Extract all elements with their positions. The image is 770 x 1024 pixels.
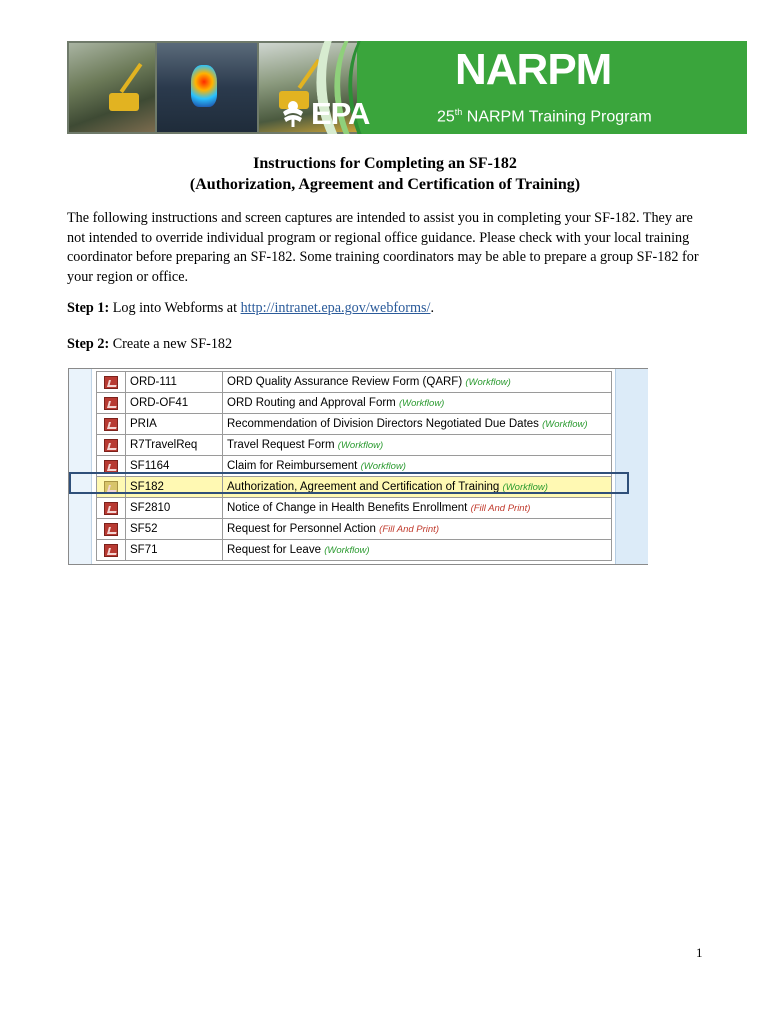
form-name-cell[interactable] [223, 456, 612, 477]
form-edit-icon[interactable] [104, 439, 118, 452]
webforms-screenshot [68, 368, 648, 565]
step-2-label: Step 2: [67, 336, 110, 352]
epa-logo-text: EPA [311, 96, 370, 131]
form-icon-cell[interactable] [97, 498, 126, 519]
form-edit-icon[interactable] [104, 523, 118, 536]
forms-table [96, 371, 612, 561]
page-number: 1 [696, 945, 703, 960]
form-edit-icon[interactable] [104, 418, 118, 431]
epa-logo [279, 97, 369, 131]
form-edit-icon[interactable] [104, 397, 118, 410]
form-name[interactable]: ORD Quality Assurance Review Form (QARF) [227, 376, 463, 388]
form-row[interactable] [97, 456, 612, 477]
form-name-cell[interactable] [223, 393, 612, 414]
form-type-tag: (Workflow) [502, 482, 548, 493]
form-icon-cell[interactable] [97, 540, 126, 561]
form-name[interactable]: Recommendation of Division Directors Negotiated Due Dates [227, 418, 539, 430]
step-1-label: Step 1: [67, 300, 110, 316]
form-name-cell[interactable] [223, 540, 612, 561]
form-row[interactable] [97, 372, 612, 393]
form-name-cell[interactable] [223, 477, 612, 498]
form-type-tag: (Workflow) [398, 398, 445, 409]
form-edit-icon[interactable] [104, 544, 118, 557]
banner-subtitle: 25th NARPM Training Program [437, 107, 652, 126]
form-name-cell[interactable] [223, 519, 612, 540]
form-code[interactable]: R7TravelReq [126, 435, 223, 456]
form-name-cell[interactable] [223, 498, 612, 519]
form-name[interactable]: Authorization, Agreement and Certification of Training [227, 481, 500, 493]
form-name-cell[interactable] [223, 414, 612, 435]
form-code[interactable]: ORD-OF41 [126, 393, 223, 414]
form-code[interactable]: SF182 [126, 477, 223, 498]
form-code[interactable]: ORD-111 [126, 372, 223, 393]
form-edit-icon[interactable] [104, 481, 118, 494]
title-line-2: (Authorization, Agreement and Certification of Training) [189, 176, 581, 193]
form-type-tag: (Workflow) [542, 419, 588, 430]
form-row[interactable] [97, 519, 612, 540]
form-code[interactable]: SF52 [126, 519, 223, 540]
screenshot-scrollbar[interactable] [615, 369, 648, 564]
form-code[interactable]: PRIA [126, 414, 223, 435]
step-2: Step 2: Create a new SF-182 [67, 336, 233, 352]
banner-title: NARPM [455, 45, 612, 94]
form-edit-icon[interactable] [104, 376, 118, 389]
form-row[interactable] [97, 498, 612, 519]
form-name[interactable]: ORD Routing and Approval Form [227, 397, 396, 409]
form-icon-cell[interactable] [97, 435, 126, 456]
form-row[interactable] [97, 540, 612, 561]
form-icon-cell[interactable] [97, 519, 126, 540]
form-row[interactable] [97, 477, 612, 498]
form-edit-icon[interactable] [104, 502, 118, 515]
form-type-tag: (Workflow) [360, 461, 406, 472]
form-icon-cell[interactable] [97, 372, 126, 393]
form-icon-cell[interactable] [97, 414, 126, 435]
narpm-banner [67, 41, 747, 134]
form-row[interactable] [97, 414, 612, 435]
form-code[interactable]: SF1164 [126, 456, 223, 477]
step-1: Step 1: Log into Webforms at http://intranet.epa.gov/webforms/. [67, 300, 435, 316]
form-icon-cell[interactable] [97, 456, 126, 477]
form-name[interactable]: Claim for Reimbursement [227, 460, 358, 472]
site-photo [69, 43, 155, 132]
form-type-tag: (Fill And Print) [470, 503, 531, 514]
form-name-cell[interactable] [223, 372, 612, 393]
form-type-tag: (Workflow) [337, 440, 384, 451]
form-name[interactable]: Request for Leave [227, 544, 321, 556]
form-code[interactable]: SF71 [126, 540, 223, 561]
form-type-tag: (Fill And Print) [379, 524, 439, 535]
form-name[interactable]: Request for Personnel Action [227, 523, 376, 535]
heatmap-photo [157, 43, 257, 132]
form-icon-cell[interactable] [97, 393, 126, 414]
webforms-link[interactable]: http://intranet.epa.gov/webforms/ [240, 300, 431, 316]
epa-flower-icon [279, 100, 307, 128]
form-code[interactable]: SF2810 [126, 498, 223, 519]
form-row[interactable] [97, 393, 612, 414]
screenshot-left-panel [69, 369, 92, 564]
intro-paragraph: The following instructions and screen captures are intended to assist you in completing your SF-182. They are not intended to override individual program or regional office guidance. Please check with your local training coordinator before preparing an SF-182. Some training coordinators may be able to prepare a group SF-182 for your region or office. [67, 210, 699, 285]
title-line-1: Instructions for Completing an SF-182 [253, 155, 517, 172]
form-row[interactable] [97, 435, 612, 456]
form-name[interactable]: Travel Request Form [227, 439, 335, 451]
document-title [0, 153, 770, 195]
form-edit-icon[interactable] [104, 460, 118, 473]
form-type-tag: (Workflow) [324, 545, 370, 556]
form-name[interactable]: Notice of Change in Health Benefits Enrollment [227, 502, 468, 514]
form-icon-cell[interactable] [97, 477, 126, 498]
form-name-cell[interactable] [223, 435, 612, 456]
form-type-tag: (Workflow) [465, 377, 511, 388]
